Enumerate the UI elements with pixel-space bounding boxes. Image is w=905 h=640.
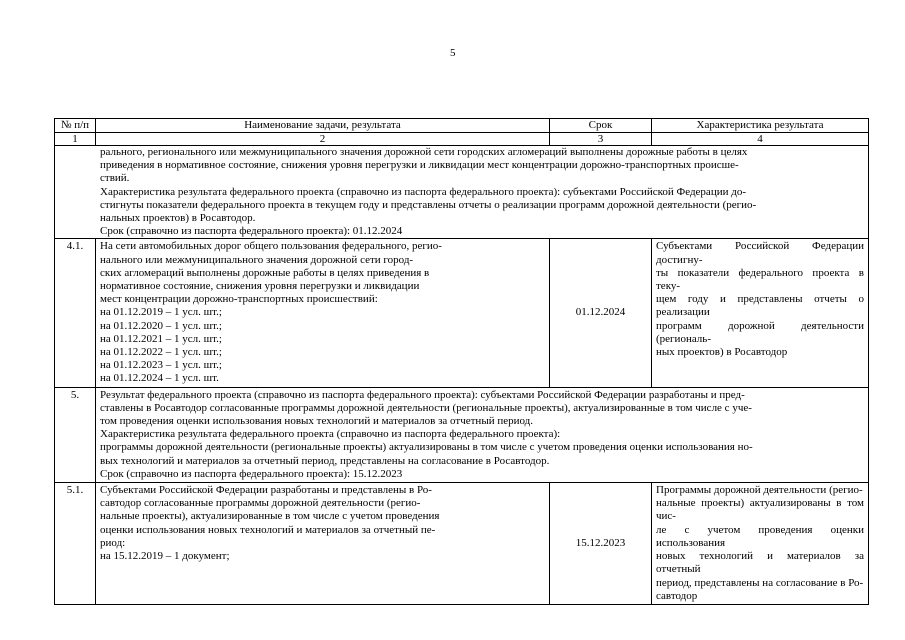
text-line: нальных проектов) в Росавтодор.: [100, 212, 256, 225]
text-line: риод:: [100, 536, 126, 549]
text-line: Результат федерального проекта (справочно из паспорта федерального проекта): субъектами Российской Федерации разработаны и пред-: [100, 388, 745, 401]
text-line: приведения в нормативное состояние, снижения уровня перегрузки и ликвидации мест концентрации дорожно-транспортных происше-: [100, 159, 739, 172]
col-header-task: Наименование задачи, результата: [96, 119, 550, 133]
text-line: ле с учетом проведения оценки использования: [656, 523, 864, 549]
text-line: нального или межмуниципального значения дорожной сети город-: [100, 253, 414, 266]
row-number: 5.: [55, 387, 96, 482]
text-line: новых технологий и материалов за отчетный: [656, 550, 864, 576]
text-line: нормативное состояние, снижения уровня перегрузки и ликвидации: [100, 280, 420, 293]
text-line: ствий.: [100, 172, 130, 185]
table-row-5: [55, 387, 869, 482]
text-line: Срок (справочно из паспорта федерального проекта): 01.12.2024: [100, 225, 403, 238]
row-number: 5.1.: [55, 483, 96, 605]
result-text: [652, 483, 869, 605]
col-number: 1: [55, 133, 96, 146]
column-number-row: [55, 133, 869, 146]
text-line: ставлены в Росавтодор согласованные программы дорожной деятельности (региональные проекты), актуализированные в том числе с уче-: [100, 401, 752, 414]
task-text: [96, 239, 550, 387]
text-line: На сети автомобильных дорог общего пользования федерального, регио-: [100, 240, 442, 253]
text-line: Программы дорожной деятельности (регио-: [656, 484, 863, 497]
text-line: на 01.12.2024 – 1 усл. шт.: [100, 372, 219, 385]
text-line: том проведения оценки использования новых технологий и материалов за отчетный период.: [100, 415, 534, 428]
text-line: нальные проекты) актуализированы в том чис-: [656, 497, 864, 523]
text-line: рального, регионального или межмуниципального значения дорожной сети городских агломераций выполнены дорожные работы в целях: [100, 146, 748, 158]
text-line: Субъектами Российской Федерации разработаны и представлены в Ро-: [100, 484, 432, 497]
term-cell: 15.12.2023: [550, 483, 652, 605]
continuation-row: [55, 146, 869, 239]
text-line: Характеристика результата федерального проекта (справочно из паспорта федерального проекта):: [100, 428, 561, 441]
text-line: на 15.12.2019 – 1 документ;: [100, 550, 230, 563]
text-line: ских агломераций выполнены дорожные работы в целях приведения в: [100, 266, 430, 279]
table-row-5-1: [55, 483, 869, 605]
col-header-result: Характеристика результата: [652, 119, 869, 133]
col-number: 3: [550, 133, 652, 146]
text-line: щем году и представлены отчеты о реализации: [656, 293, 864, 319]
text-line: период, представлены на согласование в Ро-: [656, 576, 864, 589]
col-number: 4: [652, 133, 869, 146]
col-header-term: Срок: [550, 119, 652, 133]
text-line: савтодор согласованные программы дорожной деятельности (регио-: [100, 497, 421, 510]
text-line: ты показатели федерального проекта в теку-: [656, 266, 864, 293]
text-line: на 01.12.2023 – 1 усл. шт.;: [100, 359, 222, 372]
text-line: на 01.12.2019 – 1 усл. шт.;: [100, 306, 222, 319]
text-line: нальные проекты), актуализированные в том числе с учетом проведения: [100, 510, 440, 523]
result-text: [652, 239, 869, 387]
text-line: на 01.12.2022 – 1 усл. шт.;: [100, 346, 222, 359]
text-line: вых технологий и материалов за отчетный период, представлены на согласование в Росавтодор.: [100, 454, 550, 467]
text-line: программ дорожной деятельности (региональ-: [656, 319, 864, 345]
header-row: [55, 119, 869, 133]
row-number: 4.1.: [55, 239, 96, 387]
col-header-num: № п/п: [55, 119, 96, 133]
result-block-text: [96, 387, 869, 482]
text-line: мест концентрации дорожно-транспортных происшествий:: [100, 293, 378, 306]
text-line: ных проектов) в Росавтодор: [656, 346, 788, 359]
text-line: Срок (справочно из паспорта федерального проекта): 15.12.2023: [100, 467, 403, 480]
continuation-text: [55, 146, 869, 239]
page-number: 5: [450, 47, 456, 59]
text-line: Субъектами Российской Федерации достигну-: [656, 240, 864, 266]
text-line: оценки использования новых технологий и материалов за отчетный пе-: [100, 523, 436, 536]
task-text: [96, 483, 550, 605]
text-line: на 01.12.2021 – 1 усл. шт.;: [100, 332, 222, 345]
term-cell: 01.12.2024: [550, 239, 652, 387]
tasks-table: [54, 118, 869, 605]
text-line: савтодор: [656, 589, 698, 602]
text-line: стигнуты показатели федерального проекта в текущем году и представлены отчеты о реализации программ дорожной деятельности (регио-: [100, 198, 757, 211]
text-line: программы дорожной деятельности (региональные проекты) актуализированы в том числе с учетом проведения оценки использования но-: [100, 441, 753, 454]
col-number: 2: [96, 133, 550, 146]
text-line: на 01.12.2020 – 1 усл. шт.;: [100, 319, 222, 332]
text-line: Характеристика результата федерального проекта (справочно из паспорта федерального проекта): субъектами Российской Федерации до-: [100, 185, 746, 198]
table-row-4-1: [55, 239, 869, 387]
